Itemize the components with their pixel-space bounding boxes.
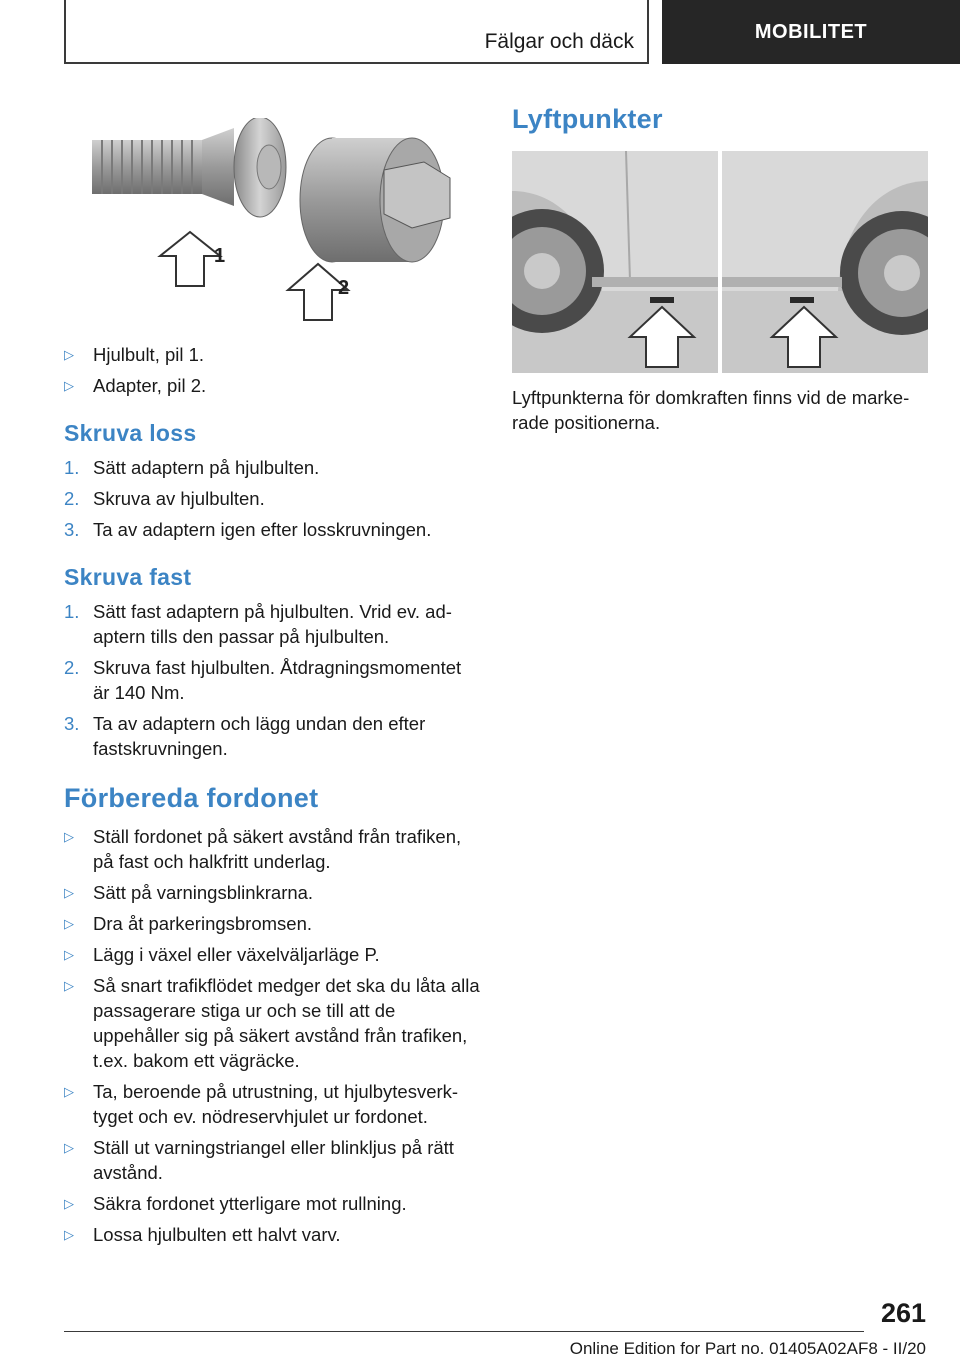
triangle-right-icon: ▷: [64, 916, 74, 931]
lift-points-figure: [512, 151, 928, 373]
list-item: ▷ Lägg i växel eller växelväljarläge P.: [64, 944, 380, 965]
loosen-heading: Skruva loss: [64, 420, 197, 446]
tighten-heading: Skruva fast: [64, 564, 192, 590]
triangle-right-icon: ▷: [64, 947, 74, 962]
tighten-steps: [64, 599, 480, 761]
lift-points-heading: Lyftpunkter: [512, 104, 663, 134]
list-item: ▷ Dra åt parkeringsbromsen.: [64, 913, 313, 934]
step-item: 2. Skruva fast hjulbulten. Åtdragningsmomentet är 140 Nm.: [64, 657, 462, 703]
step-item: 1. Sätt adaptern på hjulbulten.: [64, 457, 320, 478]
list-item: ▷ Adapter, pil 2.: [64, 375, 207, 396]
triangle-right-icon: ▷: [64, 378, 74, 393]
step-item: 1. Sätt fast adaptern på hjulbulten. Vrid ev. adaptern tills den passar på hjulbulten.: [64, 601, 452, 647]
step-item: 2. Skruva av hjulbulten.: [64, 488, 265, 509]
page-number: 261: [880, 1298, 926, 1328]
wheel-bolt-adapter-figure: [64, 118, 480, 336]
section-title: Fälgar och däck: [484, 30, 634, 53]
list-item: ▷ Så snart trafikflödet medger det ska du låta alla passagerare stiga ur och se till att de uppehåller sig på säkert avstånd från trafiken, t.ex. bakom ett vägräcke.: [64, 975, 480, 1071]
figure-label-2: 2: [338, 277, 350, 299]
footer-edition: Online Edition for Part no. 01405A02AF8 - II/20: [569, 1339, 926, 1358]
list-item: ▷ Säkra fordonet ytterligare mot rullning.: [64, 1193, 407, 1214]
chapter-tab: MOBILITET: [662, 0, 960, 64]
step-item: 3. Ta av adaptern igen efter losskruvningen.: [64, 519, 432, 540]
triangle-right-icon: ▷: [64, 1227, 74, 1242]
triangle-right-icon: ▷: [64, 885, 74, 900]
list-item: ▷ Ta, beroende på utrustning, ut hjulbytesverktyget och ev. nödreservhjulet ur fordonet.: [64, 1081, 459, 1127]
triangle-right-icon: ▷: [64, 978, 74, 993]
list-item: ▷ Ställ ut varningstriangel eller blinkljus på rätt avstånd.: [64, 1137, 454, 1183]
loosen-steps: [64, 455, 480, 542]
list-item: ▷ Ställ fordonet på säkert avstånd från trafiken, på fast och halkfritt underlag.: [64, 826, 462, 872]
triangle-right-icon: ▷: [64, 829, 74, 844]
parts-list: [64, 342, 480, 398]
triangle-right-icon: ▷: [64, 1196, 74, 1211]
prepare-list: [64, 824, 480, 1247]
footer-divider: [64, 1331, 864, 1332]
list-item: ▷ Hjulbult, pil 1.: [64, 344, 205, 365]
triangle-right-icon: ▷: [64, 1084, 74, 1099]
lift-points-caption: Lyftpunkterna för domkraften finns vid de markerade positionerna.: [512, 387, 910, 433]
triangle-right-icon: ▷: [64, 347, 74, 362]
left-column: [64, 118, 480, 1253]
triangle-right-icon: ▷: [64, 1140, 74, 1155]
prepare-heading: Förbereda fordonet: [64, 783, 319, 813]
figure-label-1: 1: [214, 245, 226, 267]
list-item: ▷ Sätt på varningsblinkrarna.: [64, 882, 314, 903]
right-column: [512, 104, 928, 435]
list-item: ▷ Lossa hjulbulten ett halvt varv.: [64, 1224, 341, 1245]
step-item: 3. Ta av adaptern och lägg undan den efter fastskruvningen.: [64, 713, 426, 759]
